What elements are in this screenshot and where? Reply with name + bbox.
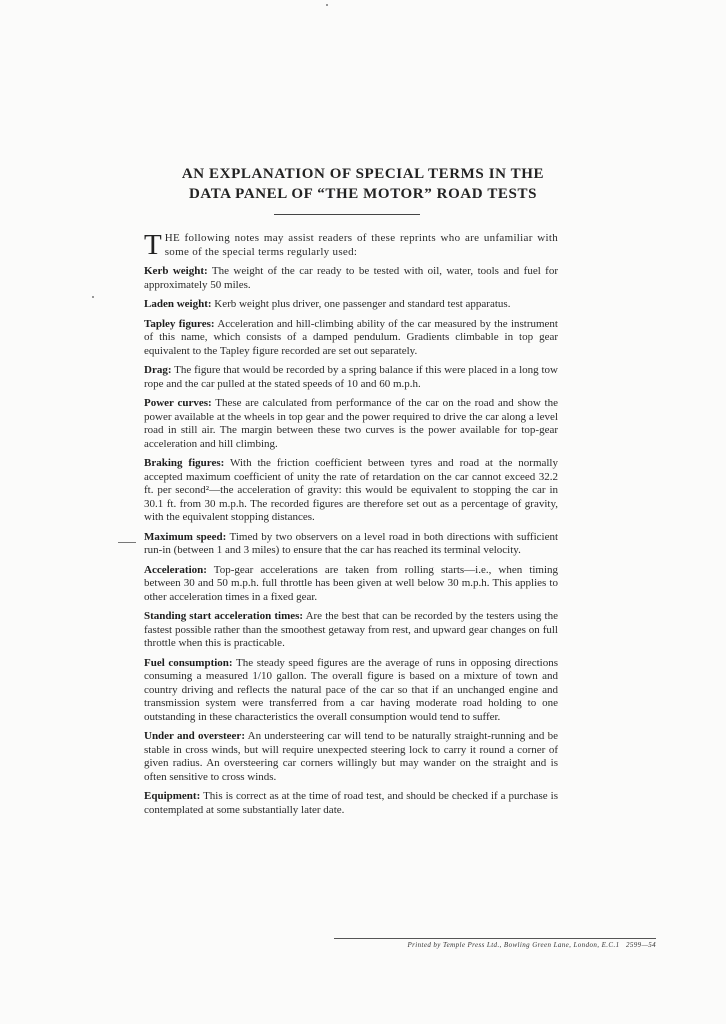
term-label: Equipment:: [144, 790, 201, 802]
term-paragraph: [144, 397, 558, 451]
speck: [92, 296, 94, 298]
term-label: Drag:: [144, 364, 172, 376]
term-paragraph: [144, 318, 558, 359]
imprint-code: 2599—54: [625, 941, 656, 949]
term-label: Tapley figures:: [144, 317, 215, 330]
term-definition: Timed by two observers on a level road in both directions with sufficient run-in (between 1 and 3 miles) to ensure that the car has reached its terminal velocity.: [144, 530, 559, 556]
term-label: Power curves:: [144, 397, 212, 409]
term-definition: Top-gear accelerations are taken from rolling starts—i.e., when timing between 30 and 50 m.p.h. full throttle has been given at well below 30 m.p.h. This applies to other acceleration times in a fixed gear.: [144, 563, 558, 603]
term-paragraph: [144, 364, 558, 391]
speck: [326, 4, 328, 6]
margin-mark: [118, 542, 136, 543]
term-definition: This is correct as at the time of road test, and should be checked if a purchase is contemplated at some substantially later date.: [144, 790, 558, 816]
term-paragraph: [144, 298, 558, 312]
term-definition: Kerb weight plus driver, one passenger and standard test apparatus.: [214, 298, 511, 310]
term-definition: The steady speed figures are the average of runs in opposing directions consuming a measured 1/10 gallon. The overall figure is based on a mixture of town and country driving and reflects the natural pace of the car so that if an unchanged engine and transmission system were transferred from a car having moderate road holding to one outstanding in these characteristics the overall consumption would tend to suffer.: [144, 656, 558, 723]
term-paragraph: [144, 610, 558, 651]
intro-paragraph: [144, 229, 558, 261]
term-definition: Are the best that can be recorded by the testers using the fastest possible rather than the smoothest getaway from rest, and upward gear changes on full throttle when this is practicable.: [144, 610, 558, 649]
footer-divider: [334, 938, 656, 939]
term-label: Fuel consumption:: [144, 656, 233, 669]
term-paragraph: [144, 657, 558, 725]
article-body: [144, 229, 559, 823]
imprint-text: Printed by Temple Press Ltd., Bowling Green Lane, London, E.C.1: [407, 941, 620, 949]
term-label: Braking figures:: [144, 457, 225, 469]
term-label: Under and oversteer:: [144, 730, 245, 742]
term-label: Kerb weight:: [144, 265, 208, 277]
term-definition: With the friction coefficient between tyres and road at the normally accepted maximum coefficient of unity the rate of retardation on the car cannot exceed 32.2 ft. per second²—the acceleration of gravity: this would be equivalent to stopping the car in 30.1 ft. from 30 m.p.h. The recorded figures are therefore set out as a percentage of gravity, with the equivalent stopping distances.: [144, 457, 558, 523]
title-divider: [274, 214, 420, 215]
title-line-2: DATA PANEL OF “THE MOTOR” ROAD TESTS: [188, 186, 538, 202]
term-label: Acceleration:: [144, 563, 207, 576]
term-definition: The figure that would be recorded by a spring balance if this were placed in a long tow rope and the car pulled at the stated speeds of 10 and 60 m.p.h.: [144, 364, 558, 390]
term-definition: The weight of the car ready to be tested with oil, water, tools and fuel for approximately 50 miles.: [144, 265, 559, 291]
term-paragraph: [144, 730, 558, 784]
term-label: Laden weight:: [144, 298, 212, 310]
term-paragraph: [144, 531, 558, 558]
term-definition: An understeering car will tend to be naturally straight-running and be stable in cross winds, but will require unexpected steering lock to carry it round a corner of given radius. An oversteering car corners willingly but may wander on the straight and is often sensitive to cross winds.: [144, 730, 558, 783]
intro-text: HE following notes may assist readers of these reprints who are unfamiliar with some of the special terms regularly used:: [164, 232, 558, 258]
term-paragraph: [144, 265, 558, 292]
drop-cap: T: [144, 229, 162, 261]
term-definition: These are calculated from performance of the car on the road and show the power available at the wheels in top gear and the power required to drive the car along a level road in still air. The margin between these two curves is the power available for top-gear acceleration and hill climbing.: [144, 397, 558, 450]
title-line-1: AN EXPLANATION OF SPECIAL TERMS IN THE: [181, 166, 545, 182]
page-title: [120, 164, 606, 204]
term-label: Maximum speed:: [144, 530, 227, 543]
printer-imprint: [334, 941, 656, 950]
term-label: Standing start acceleration times:: [144, 610, 304, 622]
term-paragraph: [144, 564, 558, 605]
term-definition: Acceleration and hill-climbing ability of the car measured by the instrument of this name, which consists of a damped pendulum. Gradients climbable in top gear equivalent to the Tapley figure recorded are set out separately.: [144, 317, 558, 357]
term-paragraph: [144, 790, 558, 817]
term-paragraph: [144, 457, 558, 525]
